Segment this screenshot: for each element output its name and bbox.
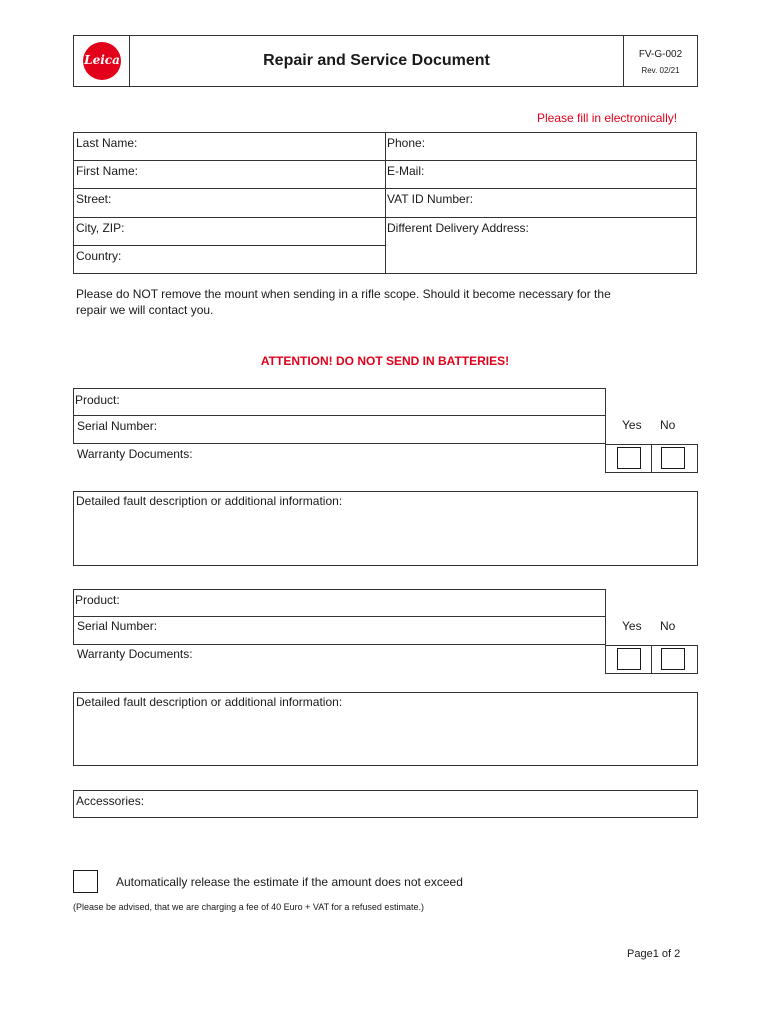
document-revision: Rev. 02/21 <box>641 66 680 75</box>
fault-description-label-2: Detailed fault description or additional information: <box>76 695 343 709</box>
first-name-field[interactable]: First Name: <box>76 164 139 178</box>
city-zip-field[interactable]: City, ZIP: <box>76 221 125 235</box>
page-number: Page1 of 2 <box>627 948 681 960</box>
last-name-field[interactable]: Last Name: <box>76 136 138 150</box>
leica-logo <box>83 42 121 80</box>
product-info-box-2 <box>73 589 606 645</box>
warranty-documents-label-2: Warranty Documents: <box>77 647 193 661</box>
auto-release-checkbox[interactable] <box>73 870 98 893</box>
warranty-no-label-2: No <box>660 619 676 633</box>
product-info-box-1 <box>73 388 606 444</box>
vat-id-field[interactable]: VAT ID Number: <box>387 192 474 206</box>
refused-estimate-fee-note: (Please be advised, that we are charging a fee of 40 Euro + VAT for a refused estimate.) <box>73 902 424 912</box>
phone-field[interactable]: Phone: <box>387 136 426 150</box>
warranty-yes-label-2: Yes <box>622 619 642 633</box>
accessories-field[interactable] <box>73 790 698 818</box>
logo-cell <box>74 36 130 86</box>
fill-electronically-notice: Please fill in electronically! <box>537 111 678 125</box>
accessories-label: Accessories: <box>76 794 145 808</box>
warranty-yes-label-1: Yes <box>622 418 642 432</box>
warranty-yes-checkbox-2[interactable] <box>617 648 641 670</box>
logo-text: Leica <box>84 53 120 67</box>
delivery-address-field[interactable]: Different Delivery Address: <box>387 221 529 235</box>
address-table <box>73 132 697 274</box>
warranty-no-label-1: No <box>660 418 676 432</box>
email-field[interactable]: E-Mail: <box>387 164 425 178</box>
warranty-yes-checkbox-1[interactable] <box>617 447 641 469</box>
mount-note-line-2: repair we will contact you. <box>76 303 214 317</box>
mount-note-line-1: Please do NOT remove the mount when sending in a rifle scope. Should it become necessary for the <box>76 287 611 301</box>
fault-description-label-1: Detailed fault description or additional information: <box>76 494 343 508</box>
product-field-1[interactable]: Product: <box>75 393 120 407</box>
warranty-documents-label-1: Warranty Documents: <box>77 447 193 461</box>
country-field[interactable]: Country: <box>76 249 122 263</box>
document-code: FV-G-002 <box>638 49 683 60</box>
serial-number-field-1[interactable]: Serial Number: <box>77 419 158 433</box>
document-code-cell <box>624 36 697 86</box>
document-header <box>73 35 698 87</box>
document-title: Repair and Service Document <box>130 36 624 86</box>
street-field[interactable]: Street: <box>76 192 112 206</box>
battery-warning: ATTENTION! DO NOT SEND IN BATTERIES! <box>260 354 510 368</box>
product-field-2[interactable]: Product: <box>75 593 120 607</box>
serial-number-field-2[interactable]: Serial Number: <box>77 619 158 633</box>
warranty-no-checkbox-2[interactable] <box>661 648 685 670</box>
warranty-no-checkbox-1[interactable] <box>661 447 685 469</box>
auto-release-label: Automatically release the estimate if the amount does not exceed <box>116 875 463 889</box>
